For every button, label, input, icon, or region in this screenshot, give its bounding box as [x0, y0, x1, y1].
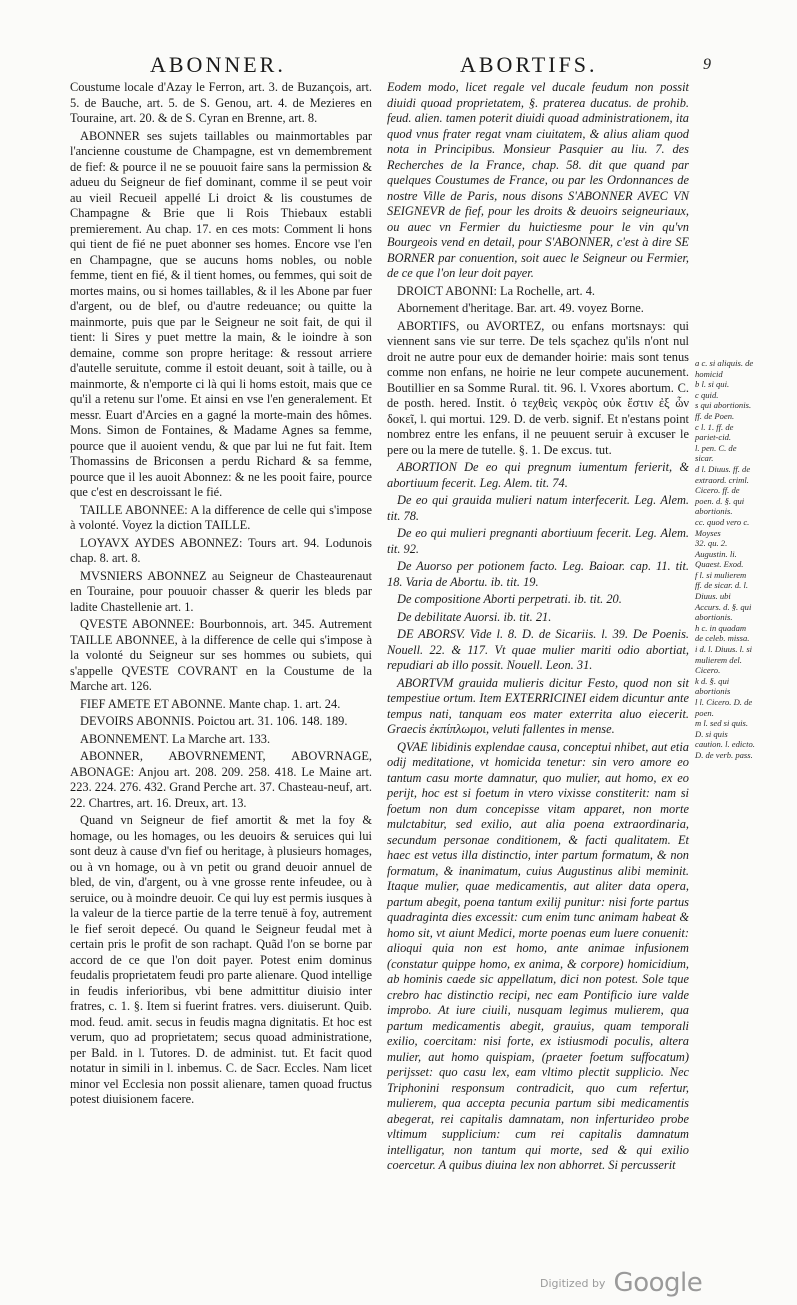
margin-note: c l. 1. ff. de pariet-cid.: [695, 421, 734, 443]
paragraph: TAILLE ABONNEE: A la difference de celle qui s'impose à volonté. Voyez la diction TAILLE.: [70, 502, 372, 532]
margin-notes: [695, 358, 755, 761]
paragraph: DE ABORSV. Vide l. 8. D. de Sicariis. l. 39. De Poenis. Nouell. 22. & 117. Vt quae mulier mariti odio abortiat, repudiari ab illo possit. Nouell. Leon. 31.: [387, 627, 689, 672]
paragraph: De Auorso per potionem facto. Leg. Baioar. cap. 11. tit. 18. Varia de Abortu. ib. tit. 19.: [387, 559, 689, 589]
paragraph: DROICT ABONNI: La Rochelle, art. 4.: [397, 283, 595, 298]
paragraph: DEVOIRS ABONNIS. Poictou art. 31. 106. 148. 189.: [80, 714, 348, 728]
paragraph: ABONNER, ABOVRNEMENT, ABOVRNAGE, ABONAGE: Anjou art. 208. 209. 258. 418. Le Maine art. 223. 224. 276. 432. Grand Perche art. 37. Chasteau-neuf, art. 22. Chartres, art. 16. Dreux, art. 13.: [70, 749, 372, 810]
paragraph: De debilitate Auorsi. ib. tit. 21.: [397, 609, 552, 624]
paragraph: MVSNIERS ABONNEZ au Seigneur de Chasteaurenaut en Touraine, pour pouuoir chasser & querir les bleds par ladite Chastellenie art. 1.: [70, 568, 372, 614]
margin-note: i d. l. Diuus. l. si mulierem del. Cicero.: [695, 644, 753, 676]
paragraph: ABORTIFS, ou AVORTEZ, ou enfans mortsnays: qui viennent sans vie sur terre. De tels sçachez qu'ils n'ont nul droit ne autre pour eux de demander hoirie: mais sont tenus comme non enfans, ne hoirie ne leur compete aucunement. Boutillier en sa Somme Rural. tit. 96. l. Vxores abortum. C. de posth. hered. Instit. ὁ τεχθεὶς νεκρὸς οὐκ ἔστιν ἐξ ὧν δοκεῖ, l. qui mortui. 129. D. de verb. signif. Et n'estans point nombrez entre les enfans, il ne peuuent seruir à excuser le pere ou la mere de tutelle. §. 1. De excus. tut.: [387, 318, 689, 457]
paragraph: Abornement d'heritage. Bar. art. 49. voyez Borne.: [397, 301, 644, 315]
paragraph: QVAE libidinis explendae causa, conceptui nhibet, aut etia odij meditatione, vt homicida tenetur: sin vero amore eo tantum casu morte damnatur, quo mulier, aut homo, ex eo perijt, hoc est si foetum in vtero vixisse constiterit: nam si foetum non dum concepisse vitam apparet, non morte mulctabitur, sed exilio, aut alia poena extraordinaria, secundum personae conditionem, & facti qualitatem. Et haec est vetus illa distinctio, inter partum formatum, & non formatum, & inanimatum, cuius Augustinus alibi meminit. Itaque mulier, quae medicamentis, aut aliter data opera, partum abegit, poena tantum exilij punitur: nisi forte partus quadraginta dies excessit: cum enim tunc animam habeat & homo sit, vt aiunt Medici, morte poenas eum luere conuenit: alioqui quia non est homo, ante animae infusionem (constatur quippe homo, ex anima, & corpore) homicidium, ab hominis caede sic appellatum, dici non potest. Sole tque crebro hac distinctio recipi, nec eam Pontificio iure valde improbo. At iure ciuili, nusquam legimus mulierem, qua partum medicamentis abegit, grauius, quam temporali exilio, coercitam: nisi forte, ex istiusmodi poculis, altera mulier, aut homo quispiam, (praeter foetum suffocatum) perijsset: quo casu lex, eam vltimo plectit supplicio. Nec Triphonini responsum contradicit, quo cum refertur, mulierem, qua accepta pecunia partum sibi medicamentis abegerat, rei capitalis damnatam, non inferturideo probe vltimum supplicium: cum rei capitalis damnatum intelligatur, non tantum qui morte, sed & qui exilio coercetur. A quibus diuina lex non abhorret. Si percusserit: [387, 739, 689, 1172]
margin-note: cc. quod vero c. Moyses: [695, 516, 750, 538]
margin-note: l. pen. C. de sicar.: [695, 442, 737, 464]
left-text-column: [70, 80, 372, 1110]
paragraph: FIEF AMETE ET ABONNE. Mante chap. 1. art. 24.: [80, 696, 341, 711]
margin-note: c quid.: [695, 389, 719, 400]
paragraph: De compositione Aborti perpetrati. ib. tit. 20.: [397, 592, 622, 606]
paragraph: Quand vn Seigneur de fief amortit & met la foy & homage, ou les homages, ou les deuoirs & seruices qui lui sont deuz à cause d'vn fief ou heritage, à plusieurs homages, ou à vn homage, ou à vn petit ou grand deuoir annuel de bled, de vin, d'argent, ou à vne grosse rente infeudee, ou à seruice, ou à moindre deuoir. Ce qui luy est permis iusques à la valeur de la tierce partie de la terre tenuë à foy, autrement le fief seroit depecé. Ou quand le Seigneur feudal met à certain pris le profit de son rachapt. Quãd l'on se borne par accord de ce que l'on doit payer. Potest enim dominus feudalis proprietatem feudi pro parte alienare. Quod intellige in feudis inferioribus, vbi bene admittitur diuisio inter fratres, c. 1. §. Item si fuerint fratres. vers. diuiserunt. Quib. mod. feud. amit. secus in feudis magna dignitatis. Et hoc est verum, quo ad proprietatem; secus quoad administratione, per Bald. in l. Tutores. D. de administ. tut. Et facit quod notatur in simili in l. inbemus. C. de Sacr. Eccles. Nam licet minor vel Ecclesia non possit alienare, tamen quoad fructus potest diuisionem facere.: [70, 813, 372, 1106]
google-logo: Google: [613, 1268, 703, 1298]
paragraph: ABONNER ses sujets taillables ou mainmortables par l'ancienne coustume de Champagne, est vn demembrement de fief: & pource il ne se pouuoit faire sans la permission & adueu du Seigneur de fief dominant, comme il se peut voir au vieil Recueil appellé Li droict & lis coustumes de Champagne & Brie que li Rois Thiebaux establi premierement. Au chap. 17. en ces mots: Comment li hons qui tient de fié ne puet abonner ses homes. Encore vse l'en en Champagne, que se aucuns homs nobles, ou noble femme, tient en fié, & il tient homes, ou femmes, qui soit de mortes mains, ou si homes taillables, & il les Abone par fuer d'argent, ou de blef, ou d'autre redeuance; ou quitte la mainmorte, puis que par le Seigneur ne soit fait, de qui il tient: li Sires y puet mettre la main, & le ioindre à son demaine, comme son propre heritage: & ressout arriere d'autelle seruitute, comme il estoit deuant, soit à taille, ou à mainmorte, & n'emporte ci là qui li homs estoit, mais que ce qu'il a retenu sur l'ome. Et ainsi en vse l'en generalement. Et messr. Euart d'Arcies en a gagné la morte-main des hômes. Mons. Simon de Fontaines, & Madame Agnes sa femme, pource que il auoient vendu, & que par lui ne fut fait. Item Thomassins de Briconsen a perdu Richard & sa femme, pource que il les auoit Abonnez: & ne les pooit faire, pource que c'est en descroissant le fié.: [70, 128, 372, 499]
digitized-watermark: [540, 1268, 702, 1298]
margin-note: h c. in quadam de celeb. missa.: [695, 622, 750, 644]
running-head-left: ABONNER.: [150, 52, 286, 77]
paragraph: ABONNEMENT. La Marche art. 133.: [80, 731, 271, 746]
paragraph: QVESTE ABONNEE: Bourbonnois, art. 345. Autrement TAILLE ABONNEE, à la difference de celle qui s'impose à la volonté du Seigneur sur ses hommes ou subiets, qui s'appelle QVESTE COVRANT en la Coustume de la Marche art. 126.: [70, 617, 372, 693]
right-text-column: [387, 80, 689, 1176]
margin-note: a c. si aliquis. de homicid: [695, 358, 754, 379]
margin-note: k d. §. qui abortionis: [695, 675, 731, 697]
paragraph: ABORTVM grauida mulieris dicitur Festo, quod non sit tempestiue ortum. Item EXTERRICINEI eidem dicuntur ante tempus nati, tanquam eos mater exterrita aluo eiecerit. Graecis ἐκπίπλωμοι, veluti fallentes in mense.: [387, 675, 689, 736]
margin-note: 32. qu. 2. Augustin. li. Quaest. Exod.: [695, 538, 744, 570]
paragraph: LOYAVX AYDES ABONNEZ: Tours art. 94. Lodunois chap. 8. art. 8.: [70, 535, 372, 565]
paragraph: De eo qui mulieri pregnanti abortiuum fecerit. Leg. Alem. tit. 92.: [387, 526, 689, 556]
margin-note: d l. Diuus. ff. de extraord. criml. Cicero. ff. de poen. d. §. qui abortionis.: [695, 463, 751, 517]
paragraph: ABORTION De eo qui pregnum iumentum ferierit, & abortiuum fecerit. Leg. Alem. tit. 74.: [387, 460, 689, 490]
margin-note: f l. si mulierem ff. de sicar. d. l. Diuus. ubi Accurs. d. §. qui abortionis.: [695, 569, 752, 623]
margin-note: s qui abortionis. ff. de Poen.: [695, 400, 752, 421]
paragraph: Coustume locale d'Azay le Ferron, art. 3. de Buzançois, art. 5. de Bauche, art. 5. de S. Genou, art. 4. de Mezieres en Touraine, art. 20. & de S. Cyran en Brenne, art. 8.: [70, 80, 372, 125]
paragraph: De eo qui grauida mulieri natum interfecerit. Leg. Alem. tit. 78.: [387, 493, 689, 523]
running-head-right: ABORTIFS.: [460, 52, 598, 77]
margin-note: b l. si qui.: [695, 379, 730, 390]
page-number: 9: [703, 56, 711, 73]
margin-note: m l. sed si quis. D. si quis caution. l. edicto. D. de verb. pass.: [695, 718, 755, 760]
watermark-prefix: Digitized by: [540, 1277, 606, 1290]
margin-note: l l. Cicero. D. de poen.: [695, 697, 753, 718]
paragraph: Eodem modo, licet regale vel ducale feudum non possit diuidi quoad proprietatem, §. praterea ducatus. de prohib. feud. alien. tamen poterit diuidi quoad administrationem, ita quod vnus frater regat vnam ciuitatem, & alius aliam quod nota in Principibus. Monsieur Pasquier au liu. 7. des Recherches de la France, chap. 58. dit que quand par quelques Coustumes de France, ou par les Ordonnances de nostre Ville de Paris, nous disons S'ABONNER AVEC VN SEIGNEVR de fief, pour les droits & deuoirs seigneuriaux, ou auec vn Fermier du huictiesme pour le vin qu'vn Bourgeois vend en detail, pour S'ABONNER, c'est à dire SE BORNER par conuention, soit auec le Seigneur ou Fermier, de ce que l'on leur doit payer.: [387, 80, 689, 280]
